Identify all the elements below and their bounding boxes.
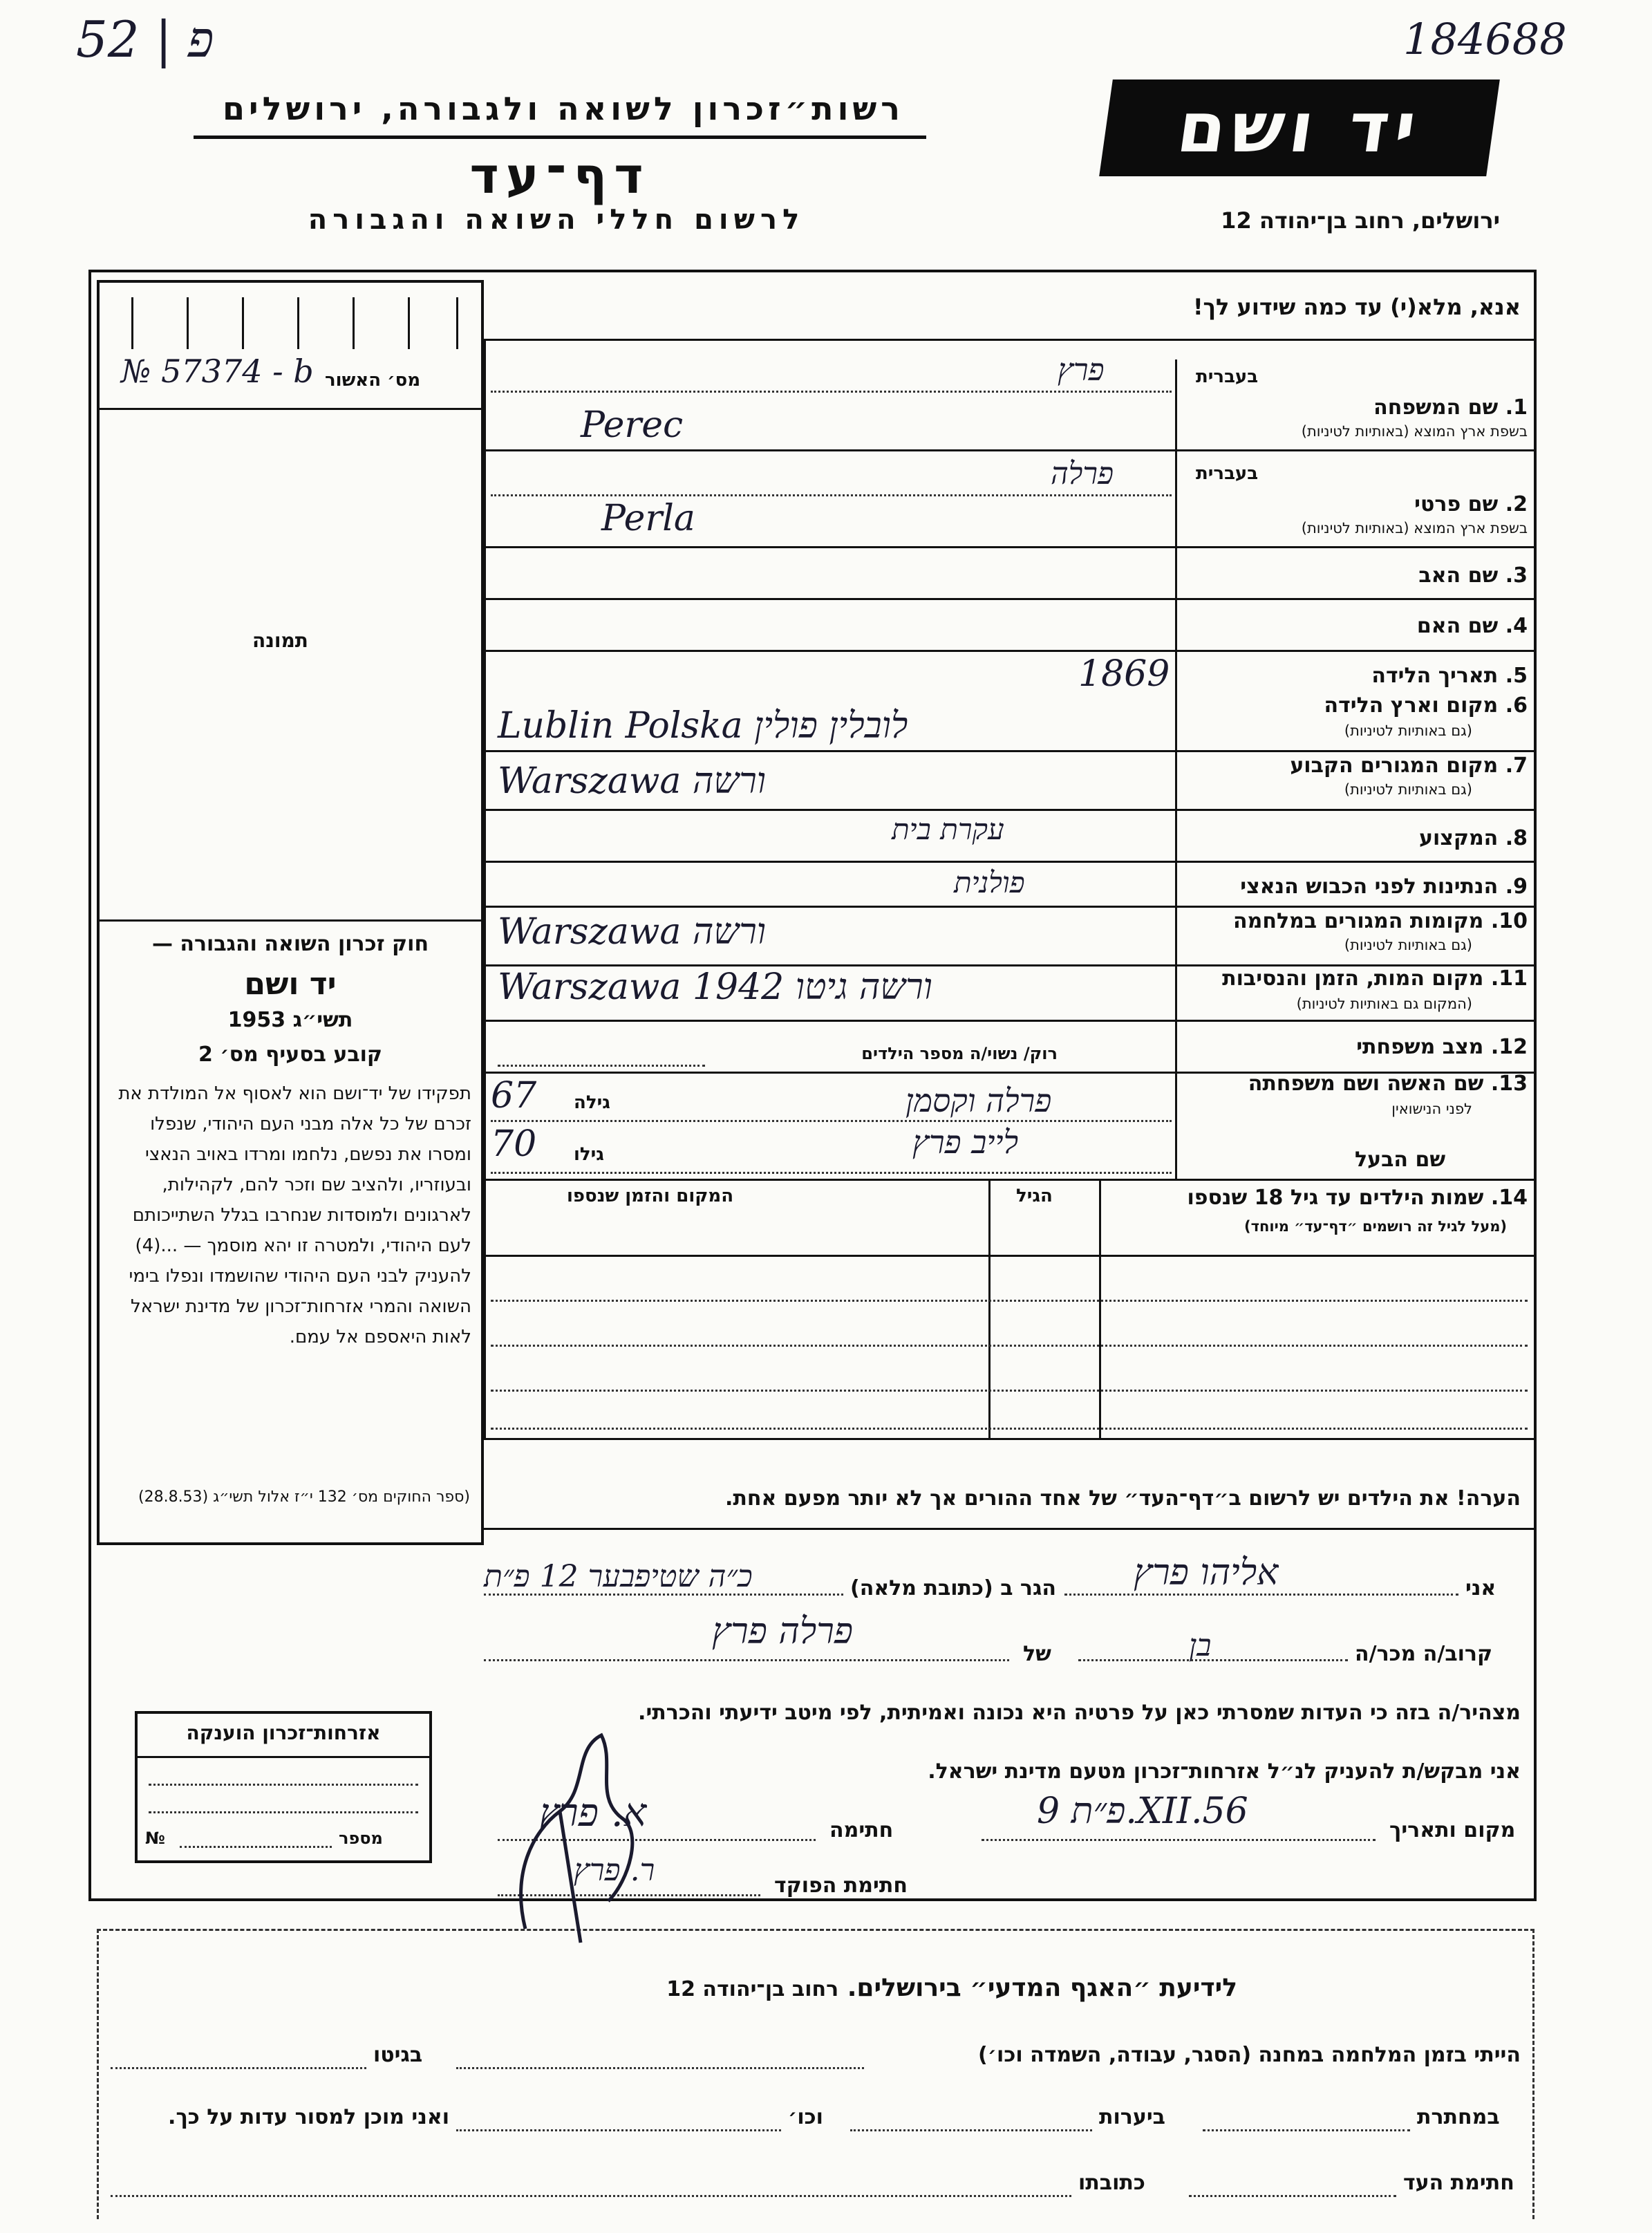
husband-label: שם הבעל <box>1355 1148 1446 1172</box>
bottom-line1-fill-2[interactable] <box>111 2067 366 2069</box>
declaration-statement: מצהיר/ה בזה כי העדות שמסרתי כאן על פרטיה היא נכונה ואמיתית, לפי מיטב ידיעתי והכרתי. <box>638 1701 1521 1725</box>
field-5-label: 5. תאריך הלידה <box>1371 664 1528 688</box>
note-rule <box>484 1528 1537 1530</box>
field-2-hebrew-label: בעברית <box>1196 463 1259 484</box>
resides-line <box>484 1594 843 1596</box>
photo-label: תמונה <box>252 629 308 652</box>
children-row[interactable] <box>491 1428 1528 1430</box>
declarant-name[interactable]: אליהו פרץ <box>1134 1552 1279 1594</box>
husband-age[interactable]: 70 <box>491 1123 537 1165</box>
field-4-label: 4. שם האם <box>1416 614 1528 638</box>
signature-value[interactable]: א. פרץ <box>539 1791 647 1835</box>
citizenship-box-no: № <box>145 1829 165 1848</box>
children-row[interactable] <box>491 1390 1528 1392</box>
first-name-latin[interactable]: Perla <box>601 498 695 539</box>
children-col-2 <box>988 1179 991 1438</box>
law-name: יד ושם <box>244 966 337 1002</box>
authority-line: רשות״זכרון לשואה ולגבורה, ירושלים <box>223 90 904 127</box>
of-value[interactable]: פרלה פרץ <box>712 1611 853 1652</box>
declaration-request: אני מבקש/ת להעניק לנ״ל אזרחות־זכרון מטעם מדינת ישראל. <box>928 1759 1521 1784</box>
field-11-label: 11. מקום המות, הזמן והנסיבות <box>1222 966 1528 991</box>
bottom-line1-fill[interactable] <box>456 2067 864 2069</box>
bottom-section-frame <box>97 1929 1534 2219</box>
bottom-title-text: לידיעת ״האגף המדעי״ בירושלים. <box>847 1974 1237 2002</box>
tick-line <box>456 297 458 349</box>
bottom-line3-fill-1[interactable] <box>1189 2195 1396 2197</box>
children-row[interactable] <box>491 1300 1528 1302</box>
bottom-address: רחוב בן־יהודה 12 <box>666 1977 839 2001</box>
yad-vashem-logo <box>1099 80 1500 176</box>
law-year: תשי״ג 1953 <box>227 1008 353 1032</box>
form-title: דף־עד <box>469 147 650 205</box>
registration-value[interactable]: № 57374 - b <box>121 353 314 390</box>
relation-value[interactable]: בן <box>1189 1628 1212 1663</box>
bottom-line2-b: ביערות <box>1099 2105 1165 2129</box>
form-intro: אנא, מלא(י) עד כמה שידוע לך! <box>1192 294 1521 320</box>
field-8-label: 8. המקצוע <box>1418 826 1528 850</box>
declarant-line <box>1064 1594 1458 1596</box>
label-divider <box>1175 359 1177 1179</box>
bottom-line3-a: חתימת העד <box>1403 2171 1514 2195</box>
field-7-label: 7. מקום המגורים הקבוע <box>1290 754 1528 778</box>
citizenship-box-title: אזרחות־זכרון הוענקה <box>186 1721 381 1744</box>
children-col-1 <box>1099 1179 1101 1438</box>
children-age-header: הגיל <box>1016 1186 1053 1206</box>
field-13-label: 13. שם האשה ושם משפחתה <box>1248 1072 1528 1096</box>
children-bottom-rule <box>484 1438 1537 1440</box>
field-column-divider <box>484 339 486 1438</box>
field-10-label: 10. מקומות המגורים במלחמה <box>1233 909 1528 933</box>
surname-hebrew[interactable]: פרץ <box>1058 353 1105 388</box>
rule-6 <box>484 750 1537 752</box>
birth-date[interactable]: 1869 <box>1078 653 1170 695</box>
field-7-sub: (גם באותיות לטיניות) <box>1344 781 1472 798</box>
signature-scribble <box>484 1721 664 1950</box>
bottom-title <box>525 1974 1237 2002</box>
bottom-line3-fill-2[interactable] <box>111 2195 1071 2197</box>
citizenship-box-line <box>149 1811 418 1813</box>
form-subtitle: לרשום חללי השואה והגבורה <box>308 204 805 236</box>
address: ירושלים, רחוב בן־יהודה 12 <box>1221 207 1500 234</box>
tick-line <box>408 297 410 349</box>
first-name-hebrew[interactable]: פרלה <box>1051 456 1114 492</box>
of-line <box>484 1659 1009 1661</box>
field-6-label: 6. מקום וארץ הלידה <box>1324 693 1528 718</box>
field-13-sub: לפני הנישואין <box>1391 1101 1472 1117</box>
rule-13 <box>484 1179 1537 1181</box>
place-date-value[interactable]: פ״ת 9.XII.56 <box>1037 1791 1248 1832</box>
birth-place[interactable]: Lublin Polska לובלין פולין <box>498 705 908 747</box>
field-1-label: 1. שם המשפחה <box>1373 395 1528 420</box>
marital-line <box>498 1065 705 1067</box>
relation-label: קרוב/ה מכר/ה <box>1355 1642 1493 1666</box>
wife-name[interactable]: פרלה וקסמן <box>905 1082 1052 1119</box>
bottom-line2-a: במחתרת <box>1417 2105 1500 2129</box>
husband-line <box>491 1172 1172 1174</box>
law-text: תפקידו של יד־ושם הוא לאסוף אל המולדת את זכרם של כל אלה מבני העם היהודי, שנפלו ומסרו את נפשם, נלחמו ומרדו באויב הנאצי ובעוזריו, ולהציב שם וזכר להם, לקהילות, לארגונים ולמוסדות שנחרבו בגלל השתייכותם לעם היהודי, ולמטרה זו יהא מוסמך — ...(4) להעניק לבני העם היהודי שהושמדו ונפלו בימי השואה והמרי אזרחות־זכרון של מדינת ישראל לאות היאספם אל עמם. <box>118 1083 471 1347</box>
signature-label: חתימה <box>829 1818 894 1842</box>
rule-1 <box>484 449 1537 451</box>
intro-rule <box>484 339 1537 341</box>
official-value[interactable]: ר. פרץ <box>574 1853 655 1888</box>
of-label: של <box>1023 1642 1051 1666</box>
field-6-sub: (גם באותיות לטיניות) <box>1344 722 1472 739</box>
children-row[interactable] <box>491 1345 1528 1347</box>
tick-line <box>131 297 133 349</box>
place-date-line <box>982 1839 1376 1841</box>
rule-8 <box>484 861 1537 863</box>
rule-7 <box>484 809 1537 811</box>
surname-hebrew-line <box>491 391 1172 393</box>
field-2-label: 2. שם פרטי <box>1414 492 1528 516</box>
wartime-residence[interactable]: Warszawa ורשה <box>498 911 767 953</box>
field-14-label: 14. שמות הילדים עד גיל 18 שנספו <box>1187 1186 1528 1210</box>
authority-underline <box>194 136 926 139</box>
wife-line <box>491 1120 1172 1122</box>
rule-11 <box>484 1020 1537 1022</box>
bottom-line2-fill-1[interactable] <box>1203 2129 1410 2131</box>
citizenship-box-no-line <box>180 1846 332 1848</box>
bottom-line3-b: כתובתו <box>1078 2171 1145 2195</box>
first-name-hebrew-line <box>491 494 1172 496</box>
children-header-rule <box>484 1255 1537 1257</box>
field-10-sub: (גם באותיות לטיניות) <box>1344 937 1472 953</box>
surname-latin[interactable]: Perec <box>581 404 684 446</box>
field-3-label: 3. שם האב <box>1418 563 1528 588</box>
field-14-sub: (מעל לגיל זה רושמים ״דף־עד״ מיוחד) <box>1244 1218 1507 1235</box>
corner-mark-left: 52 | פ <box>76 10 214 68</box>
corner-mark-right: 184688 <box>1403 14 1567 64</box>
children-place-header: המקום והזמן שנספו <box>567 1186 734 1206</box>
rule-2 <box>484 546 1537 548</box>
permanent-residence[interactable]: Warszawa ורשה <box>498 760 767 802</box>
wife-age-label: גילה <box>574 1092 610 1113</box>
field-12-label: 12. מצב משפחתי <box>1356 1035 1528 1059</box>
relation-line <box>1078 1659 1348 1661</box>
rule-4 <box>484 650 1537 652</box>
tick-line <box>242 297 244 349</box>
resides-label: הגר ב (כתובת מלאה) <box>850 1576 1057 1600</box>
field-2-sub: בשפת ארץ המוצא (באותיות לטיניות) <box>1301 520 1528 536</box>
husband-age-label: גילו <box>574 1144 604 1165</box>
declarant-label: אני <box>1465 1576 1496 1600</box>
law-title: חוק זכרון השואה והגבורה — <box>151 932 429 956</box>
sidebar-frame <box>97 280 484 1545</box>
rule-3 <box>484 598 1537 600</box>
place-of-death[interactable]: Warszawa 1942 ורשה גיטו <box>498 966 932 1008</box>
bottom-line2-d: ואני מוכן למסור עדות על כך. <box>168 2105 449 2129</box>
children-note: הערה! את הילדים יש לרשום ב״דף־העד״ של אחד ההורים אך לא יותר מפעם אחת. <box>725 1486 1521 1511</box>
field-1-hebrew-label: בעברית <box>1196 366 1259 387</box>
registration-label: מס׳ האשור <box>325 370 421 391</box>
law-clause: קובע בסעיף מס׳ 2 <box>198 1043 383 1067</box>
bottom-line2-fill-2[interactable] <box>850 2129 1092 2131</box>
citizenship-box-line <box>149 1784 418 1786</box>
rule-9 <box>484 906 1537 908</box>
bottom-line2-fill-3[interactable] <box>456 2129 781 2131</box>
logo-text: יד ושם <box>1172 87 1427 168</box>
bottom-line1-b: בגיטו <box>373 2043 423 2067</box>
law-source: (ספר החוקים מס׳ 132 י״ז אלול תשי״ג (28.8.53) <box>138 1488 470 1506</box>
citizenship-box-rule <box>135 1756 432 1758</box>
field-1-sub: בשפת ארץ המוצא (באותיות לטיניות) <box>1301 423 1528 440</box>
bottom-line2-c: וכו׳ <box>788 2105 823 2129</box>
marital-options[interactable]: רוק/ נשוי/ה מספר הילדים <box>861 1044 1058 1063</box>
tick-line <box>353 297 355 349</box>
place-date-label: מקום ותאריך <box>1389 1818 1516 1842</box>
husband-name[interactable]: לייב פרץ <box>912 1123 1019 1161</box>
citizenship-box-number: מספר <box>339 1829 383 1848</box>
resides-value[interactable]: כ״ה שטיפבער 12 פ״ת <box>484 1559 753 1594</box>
official-label: חתימת הפוקד <box>774 1874 908 1898</box>
photo-rule <box>97 919 484 922</box>
field-9-label: 9. הנתינות לפני הכבוש הנאצי <box>1240 875 1528 899</box>
bottom-line1-a: הייתי בזמן המלחמה במחנה (הסגר, עבודה, השמדה וכו׳) <box>978 2043 1521 2067</box>
wife-age[interactable]: 67 <box>491 1075 537 1116</box>
tick-line <box>297 297 299 349</box>
field-11-sub: (המקום גם באותיות לטיניות) <box>1296 996 1472 1012</box>
occupation[interactable]: עקרת בית <box>892 812 1004 846</box>
tick-line <box>187 297 189 349</box>
registration-rule <box>97 408 484 410</box>
nationality[interactable]: פולנית <box>954 866 1025 899</box>
